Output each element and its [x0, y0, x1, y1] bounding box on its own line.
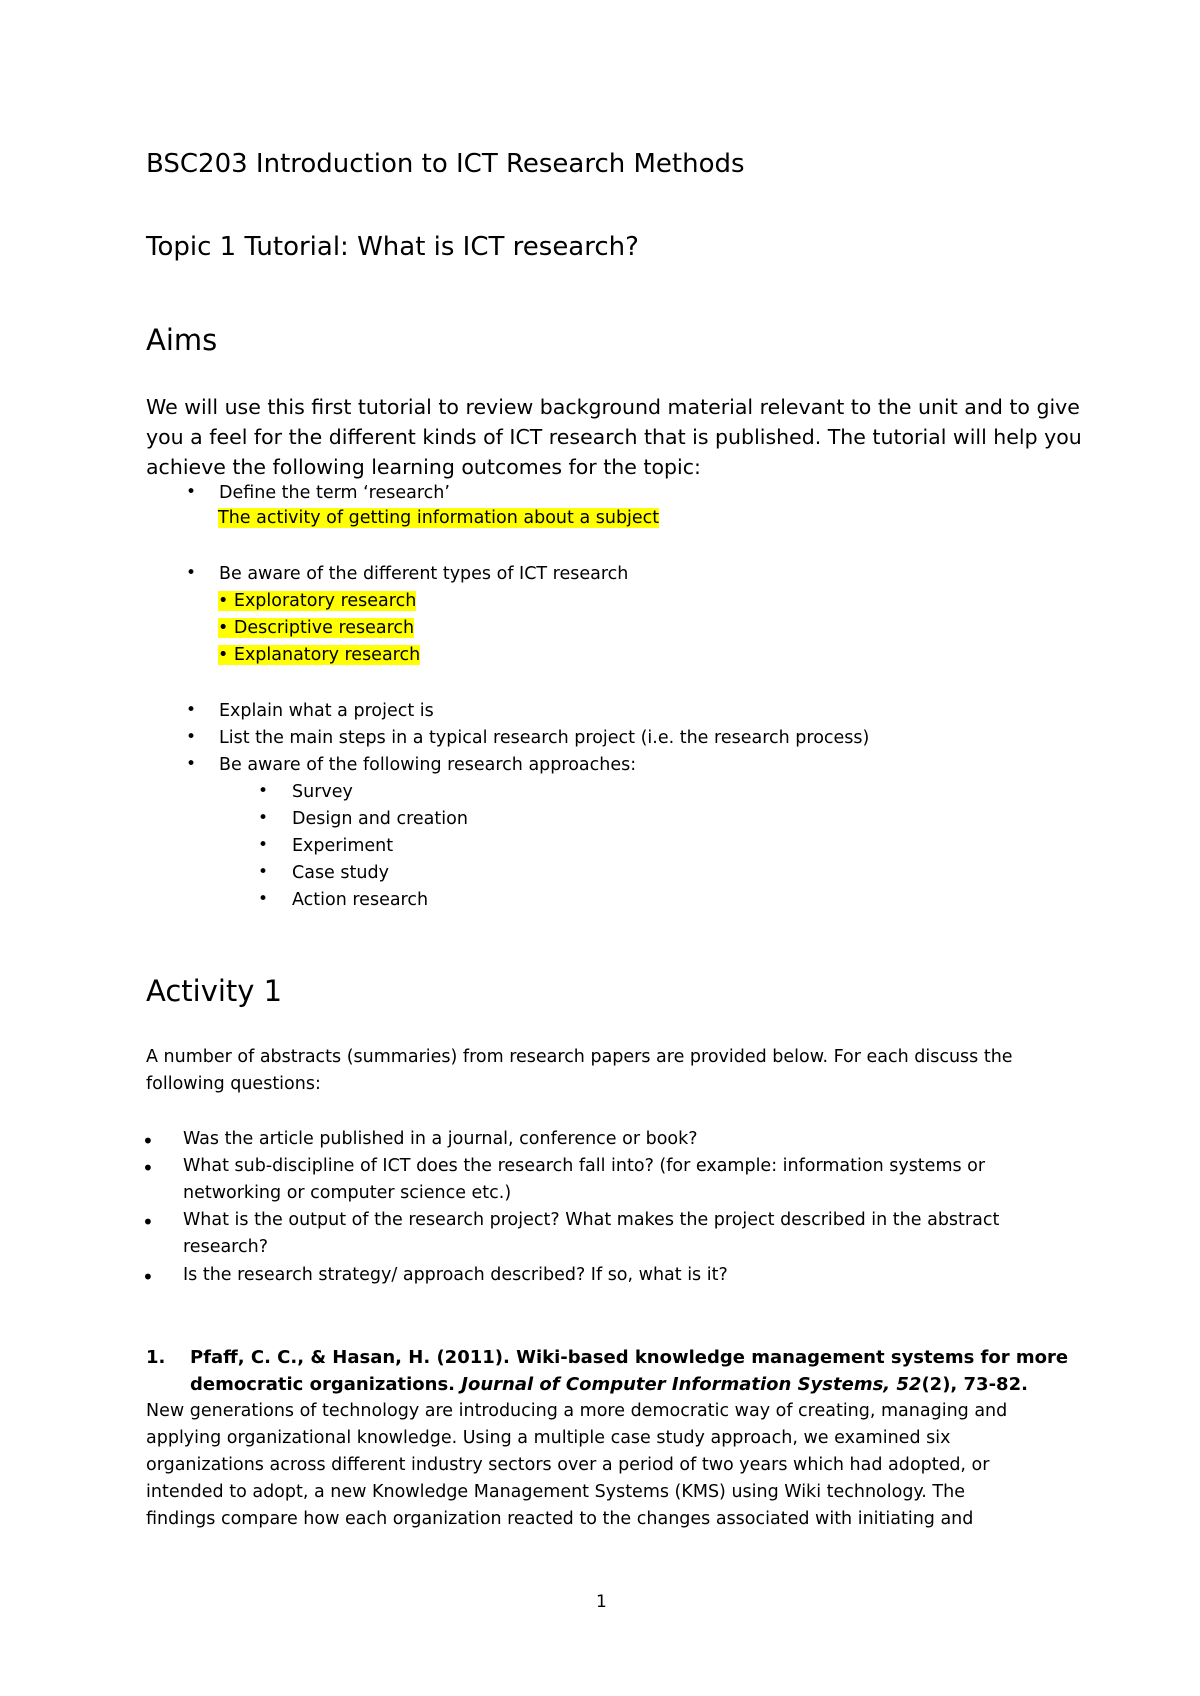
activity-1-heading: Activity 1	[146, 974, 283, 1008]
approach-item: Survey	[292, 782, 353, 802]
outcome-types-research: Be aware of the different types of ICT research	[219, 564, 629, 584]
question-item: Is the research strategy/ approach described? If so, what is it?	[183, 1265, 728, 1285]
bullet-icon: •	[142, 1210, 154, 1234]
bullet-icon: •	[142, 1129, 154, 1153]
question-item: Was the article published in a journal, conference or book?	[183, 1129, 698, 1149]
reference-issue-pages: (2), 73-82.	[921, 1374, 1028, 1395]
bullet-icon: •	[258, 862, 269, 882]
answer-type-explanatory: • Explanatory research	[218, 645, 421, 665]
bullet-icon: •	[258, 781, 269, 801]
tutorial-subtitle: Topic 1 Tutorial: What is ICT research?	[146, 232, 639, 262]
approach-item: Action research	[292, 890, 429, 910]
question-item: What sub-discipline of ICT does the research fall into? (for example: information systems or	[183, 1156, 986, 1176]
outcome-approaches: Be aware of the following research approaches:	[219, 755, 637, 775]
bullet-icon: •	[186, 727, 197, 747]
page-number: 1	[596, 1592, 607, 1612]
abstract-line: New generations of technology are introducing a more democratic way of creating, managing and	[146, 1401, 1008, 1421]
bullet-icon: •	[258, 889, 269, 909]
answer-type-exploratory: • Exploratory research	[218, 591, 417, 611]
bullet-icon: •	[186, 482, 197, 502]
approach-item: Case study	[292, 863, 389, 883]
bullet-icon: •	[186, 754, 197, 774]
question-item-continued: research?	[183, 1237, 268, 1257]
approach-item: Design and creation	[292, 809, 468, 829]
aims-intro-line-3: achieve the following learning outcomes for the topic:	[146, 455, 701, 479]
bullet-icon: •	[142, 1156, 154, 1180]
approach-item: Experiment	[292, 836, 394, 856]
outcome-project: Explain what a project is	[219, 701, 434, 721]
question-item: What is the output of the research project? What makes the project described in the abstract	[183, 1210, 1000, 1230]
outcome-steps: List the main steps in a typical research project (i.e. the research process)	[219, 728, 870, 748]
reference-article-title-end: democratic organizations.	[190, 1374, 462, 1395]
aims-intro-line-2: you a feel for the different kinds of ICT research that is published. The tutorial will help you	[146, 425, 1082, 449]
bullet-icon: •	[258, 808, 269, 828]
aims-heading: Aims	[146, 323, 218, 357]
reference-citation-line-1: Pfaff, C. C., & Hasan, H. (2011). Wiki-based knowledge management systems for more	[190, 1347, 1069, 1368]
abstract-line: applying organizational knowledge. Using a multiple case study approach, we examined six	[146, 1428, 951, 1448]
answer-type-descriptive: • Descriptive research	[218, 618, 415, 638]
bullet-icon: •	[186, 700, 197, 720]
abstract-line: organizations across different industry sectors over a period of two years which had adopted, or	[146, 1455, 990, 1475]
bullet-icon: •	[258, 835, 269, 855]
reference-citation-line-2	[190, 1374, 1028, 1395]
bullet-icon: •	[142, 1265, 154, 1289]
question-item-continued: networking or computer science etc.)	[183, 1183, 512, 1203]
answer-define-research: The activity of getting information about a subject	[218, 508, 660, 528]
abstract-line: findings compare how each organization reacted to the changes associated with initiating and	[146, 1509, 974, 1529]
document-title: BSC203 Introduction to ICT Research Methods	[146, 149, 745, 179]
activity-1-intro-line-2: following questions:	[146, 1074, 321, 1094]
outcome-define-research: Define the term ‘research’	[219, 483, 450, 503]
reference-number: 1.	[146, 1347, 166, 1368]
reference-journal: Journal of Computer Information Systems, 52	[461, 1374, 922, 1395]
aims-intro-line-1: We will use this first tutorial to review background material relevant to the unit and to give	[146, 395, 1080, 419]
activity-1-intro-line-1: A number of abstracts (summaries) from research papers are provided below. For each discuss the	[146, 1047, 1013, 1067]
abstract-line: intended to adopt, a new Knowledge Management Systems (KMS) using Wiki technology. The	[146, 1482, 965, 1502]
bullet-icon: •	[186, 563, 197, 583]
